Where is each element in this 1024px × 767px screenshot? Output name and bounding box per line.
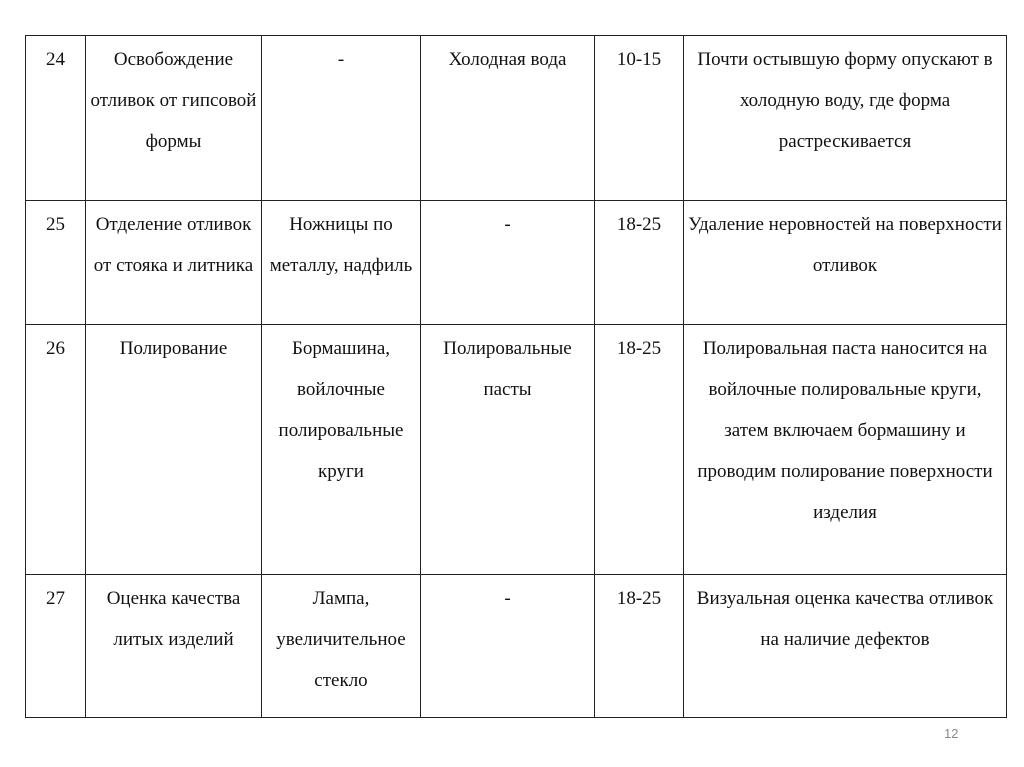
page-number: 12 bbox=[944, 726, 959, 741]
time-cell: 10-15 bbox=[595, 36, 684, 201]
row-number-cell: 24 bbox=[26, 36, 86, 201]
materials-cell: - bbox=[421, 575, 595, 718]
table-row-26 bbox=[26, 325, 1007, 575]
time-cell: 18-25 bbox=[595, 201, 684, 325]
table-row-25 bbox=[26, 201, 1007, 325]
process-table bbox=[25, 35, 1007, 718]
description-cell: Удаление неровностей на поверхности отливок bbox=[684, 201, 1007, 325]
materials-cell: Полировальные пасты bbox=[421, 325, 595, 575]
operation-cell: Оценка качества литых изделий bbox=[86, 575, 262, 718]
row-number-cell: 25 bbox=[26, 201, 86, 325]
materials-cell: Холодная вода bbox=[421, 36, 595, 201]
row-number-cell: 26 bbox=[26, 325, 86, 575]
table-row-27 bbox=[26, 575, 1007, 718]
operation-cell: Отделение отливок от стояка и литника bbox=[86, 201, 262, 325]
description-cell: Полировальная паста наносится на войлочные полировальные круги, затем включаем бормашину и проводим полирование поверхности изделия bbox=[684, 325, 1007, 575]
tools-cell: Лампа, увеличительное стекло bbox=[262, 575, 421, 718]
table-row-24 bbox=[26, 36, 1007, 201]
row-number-cell: 27 bbox=[26, 575, 86, 718]
operation-cell: Освобождение отливок от гипсовой формы bbox=[86, 36, 262, 201]
time-cell: 18-25 bbox=[595, 575, 684, 718]
materials-cell: - bbox=[421, 201, 595, 325]
description-cell: Визуальная оценка качества отливок на наличие дефектов bbox=[684, 575, 1007, 718]
description-cell: Почти остывшую форму опускают в холодную воду, где форма растрескивается bbox=[684, 36, 1007, 201]
operation-cell: Полирование bbox=[86, 325, 262, 575]
time-cell: 18-25 bbox=[595, 325, 684, 575]
tools-cell: Бормашина, войлочные полировальные круги bbox=[262, 325, 421, 575]
tools-cell: Ножницы по металлу, надфиль bbox=[262, 201, 421, 325]
tools-cell: - bbox=[262, 36, 421, 201]
